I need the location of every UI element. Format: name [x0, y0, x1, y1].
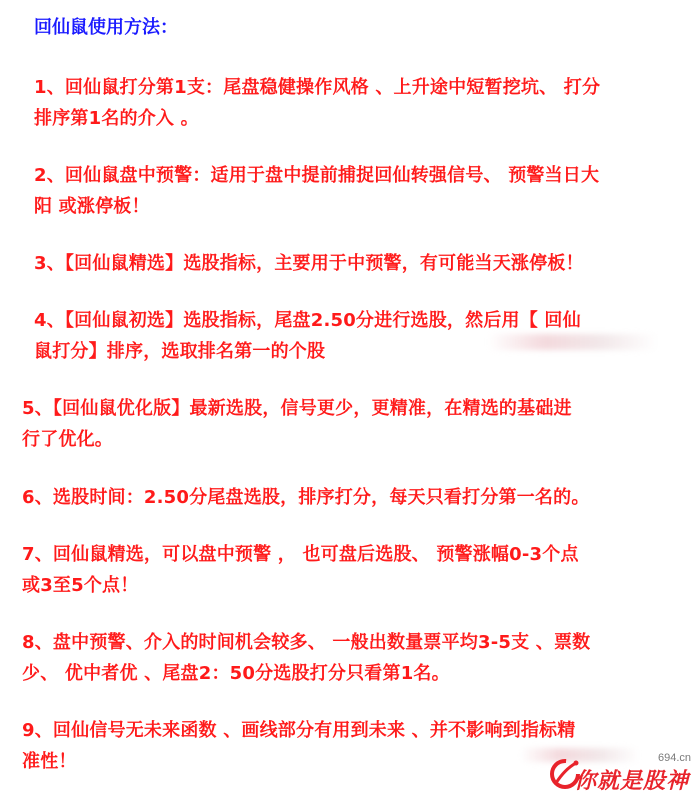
item-line: 少、 优中者优 、尾盘2：50分选股打分只看第1名。	[22, 663, 450, 684]
item-line: 1、回仙鼠打分第1支：尾盘稳健操作风格 、上升途中短暂挖坑、 打分	[34, 77, 601, 98]
method-item-2	[34, 160, 599, 222]
item-line: 4、【回仙鼠初选】选股指标，尾盘2.50分进行选股，然后用【 回仙	[34, 310, 581, 331]
item-line: 8、盘中预警、介入的时间机会较多、 一般出数量票平均3-5支 、票数	[22, 632, 591, 653]
method-item-6	[22, 482, 590, 513]
method-item-3	[34, 248, 584, 279]
item-line: 3、【回仙鼠精选】选股指标，主要用于中预警，有可能当天涨停板！	[34, 253, 584, 274]
item-line: 阳 或涨停板！	[34, 196, 150, 217]
item-line: 鼠打分】排序，选取排名第一的个股	[34, 341, 326, 362]
method-item-8	[22, 627, 590, 689]
item-line: 准性！	[22, 751, 77, 772]
method-item-1	[34, 72, 600, 134]
item-line: 排序第1名的介入 。	[34, 108, 199, 129]
item-line: 6、选股时间：2.50分尾盘选股，排序打分，每天只看打分第一名的。	[22, 487, 590, 508]
page-title: 回仙鼠使用方法：	[34, 17, 178, 38]
item-line: 或3至5个点！	[22, 575, 139, 596]
item-line: 7、回仙鼠精选，可以盘中预警 ， 也可盘后选股、 预警涨幅0-3个点	[22, 544, 579, 565]
item-line: 9、回仙信号无未来函数 、画线部分有用到未来 、并不影响到指标精	[22, 720, 576, 741]
method-item-9	[22, 715, 575, 777]
method-item-7	[22, 539, 579, 601]
watermark-brand: 你就是股神	[574, 769, 690, 794]
method-item-5	[22, 393, 572, 455]
item-line: 2、回仙鼠盘中预警：适用于盘中提前捕捉回仙转强信号、 预警当日大	[34, 165, 600, 186]
blur-artifact	[488, 334, 658, 350]
item-line: 5、【回仙鼠优化版】最新选股，信号更少，更精准，在精选的基础进	[22, 398, 572, 419]
watermark-domain: 694.cn	[657, 752, 691, 764]
item-line: 行了优化。	[22, 429, 113, 450]
